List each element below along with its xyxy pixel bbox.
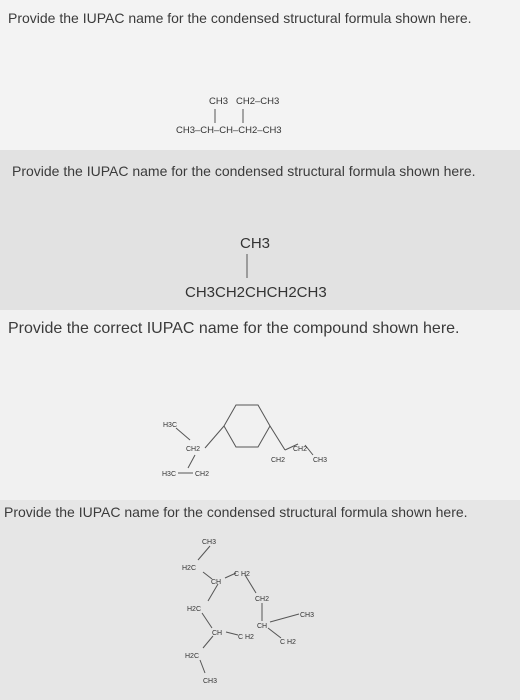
question-1-prompt: Provide the IUPAC name for the condensed structural formula shown here. [8,10,472,26]
main-chain-label: CH3CH2CHCH2CH3 [185,284,327,301]
ch3-bottom-label: CH3 [203,678,218,685]
question-2-formula [0,150,520,310]
ch-2-label: CH [212,630,223,637]
ch2-left-label: CH2 [186,446,201,453]
c-h2-3-label: C H2 [280,639,296,646]
ch-right-label: CH [257,623,268,630]
cyclohexane-ring [224,405,270,447]
ch2-right-label: CH2 [271,457,286,464]
question-3-panel [0,310,520,500]
ch3-top-label: CH3 [202,539,217,546]
question-2-panel [0,150,520,310]
bond-line [188,455,195,468]
question-4-structure [0,500,520,700]
ch3-right-label: CH3 [313,457,328,464]
ch2-right-top-label: CH2 [293,446,308,453]
branch-ch3-label: CH3 [240,235,271,252]
h2c-1-label: H2C [182,565,197,572]
bond-line [205,426,224,448]
ch-1-label: CH [211,579,222,586]
c-h2-1-label: C H2 [234,571,250,578]
h2c-2-label: H2C [187,606,202,613]
bond-line [203,636,213,648]
question-1-panel [0,0,520,150]
h2c-3-label: H2C [185,653,200,660]
h3c-top-label: H3C [163,422,178,429]
bond-line [208,584,218,601]
branch-ethyl-label: CH2–CH3 [236,96,280,107]
bond-line [226,632,238,635]
question-4-panel [0,500,520,700]
bond-line [202,613,212,628]
bond-line [270,426,285,450]
ch3-right-label: CH3 [300,612,315,619]
bond-line [198,546,210,560]
ch2-right-label: CH2 [255,596,270,603]
main-chain-label: CH3–CH–CH–CH2–CH3 [176,125,282,136]
bond-line [176,428,190,440]
bond-line [200,660,205,673]
c-h2-2-label: C H2 [238,634,254,641]
h3c-bottom-label: H3C [162,471,177,478]
question-1-formula [0,0,520,150]
question-2-prompt: Provide the IUPAC name for the condensed structural formula shown here. [12,163,476,179]
question-3-structure [0,310,520,500]
bond-line [268,628,281,638]
question-4-prompt: Provide the IUPAC name for the condensed structural formula shown here. [4,504,468,520]
question-3-prompt: Provide the correct IUPAC name for the compound shown here. [8,320,460,337]
bond-line [270,614,299,622]
branch-ch3-label: CH3 [209,96,229,107]
ch2-bottom-label: CH2 [195,471,210,478]
bond-line [203,572,212,579]
